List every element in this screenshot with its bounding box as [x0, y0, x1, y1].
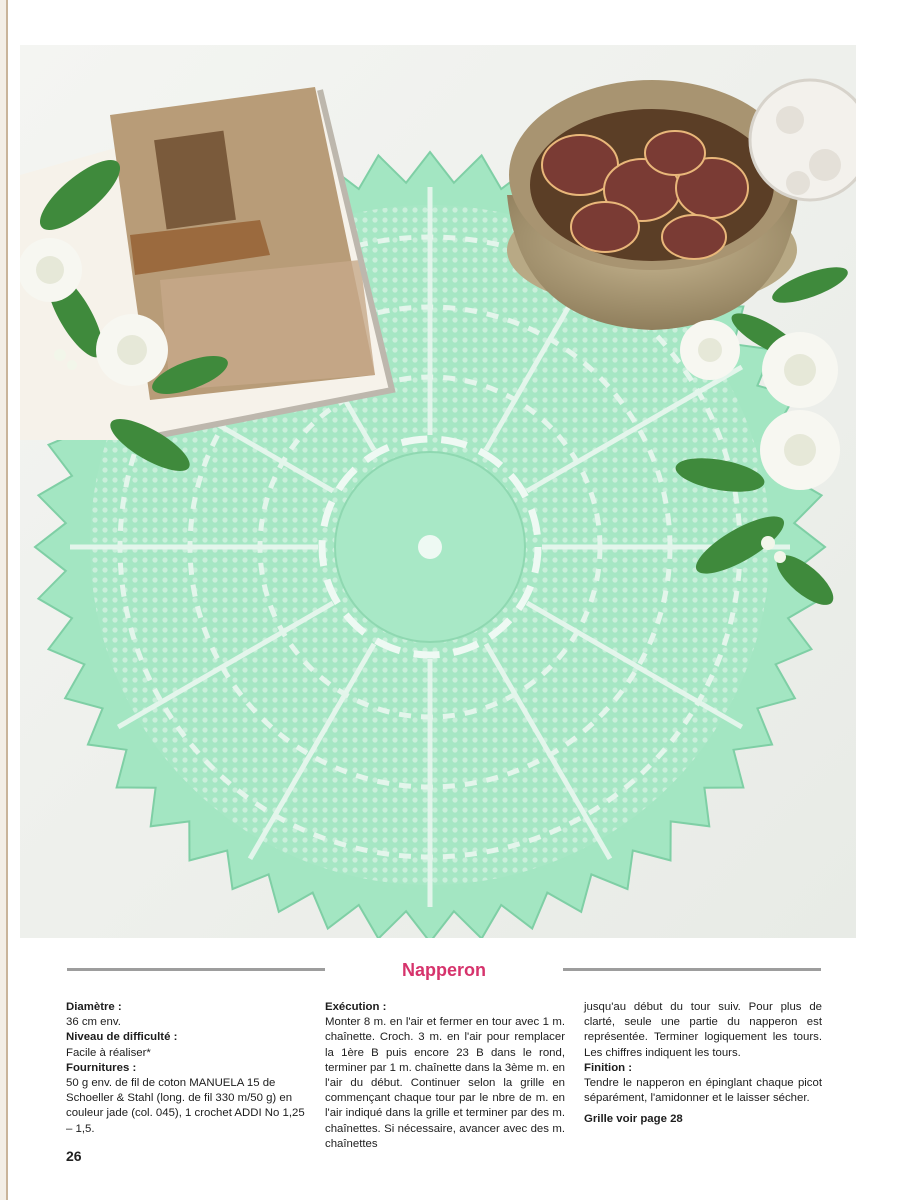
ceramic-ornament	[750, 80, 856, 200]
title-rule-right	[563, 968, 821, 971]
execution-text: Monter 8 m. en l'air et fermer en tour avec 1 m. chaînette. Croch. 3 m. en l'air pour remplacer la 1ère B puis encore 23 B dans le rond, terminer par 1 m. chaînette dans la 3ème m. en l'air du début. Continuer selon la grille en commençant chaque tour par le nbre de m. en l'air indiqué dans la grille et terminer par des m. chaînettes. Si nécessaire, avancer avec des m. chaînettes	[325, 1016, 565, 1150]
grid-reference: Grille voir page 28	[584, 1113, 683, 1126]
heading-finish: Finition :	[584, 1061, 633, 1074]
heading-execution: Exécution :	[325, 1001, 387, 1013]
heading-difficulty: Niveau de difficulté :	[66, 1031, 178, 1044]
column-execution	[325, 1000, 565, 1152]
heading-diameter: Diamètre :	[66, 1001, 122, 1013]
page-title: Napperon	[401, 960, 486, 980]
page-binding	[0, 0, 16, 1200]
heading-supplies: Fournitures :	[66, 1061, 137, 1074]
diameter-value: 36 cm env.	[66, 1016, 121, 1029]
title-row	[67, 958, 821, 982]
execution-continued-text: jusqu'au début du tour suiv. Pour plus de clarté, seule une partie du napperon est représentée. Terminer logiquement les tours. Les chiffres indiquent les tours.	[584, 1001, 822, 1059]
column-finishing	[584, 1000, 822, 1128]
difficulty-value: Facile à réaliser*	[66, 1046, 151, 1059]
finish-text: Tendre le napperon en épinglant chaque picot séparément, l'amidonner et le laisser sécher.	[584, 1077, 822, 1105]
page-number: 26	[66, 1148, 82, 1164]
doily-photo	[20, 45, 856, 938]
column-materials	[66, 1000, 306, 1137]
supplies-text: 50 g env. de fil de coton MANUELA 15 de Schoeller & Stahl (long. de fil 330 m/50 g) en couleur jade (col. 045), 1 crochet ADDI No 1,25 – 1,5.	[66, 1077, 305, 1135]
